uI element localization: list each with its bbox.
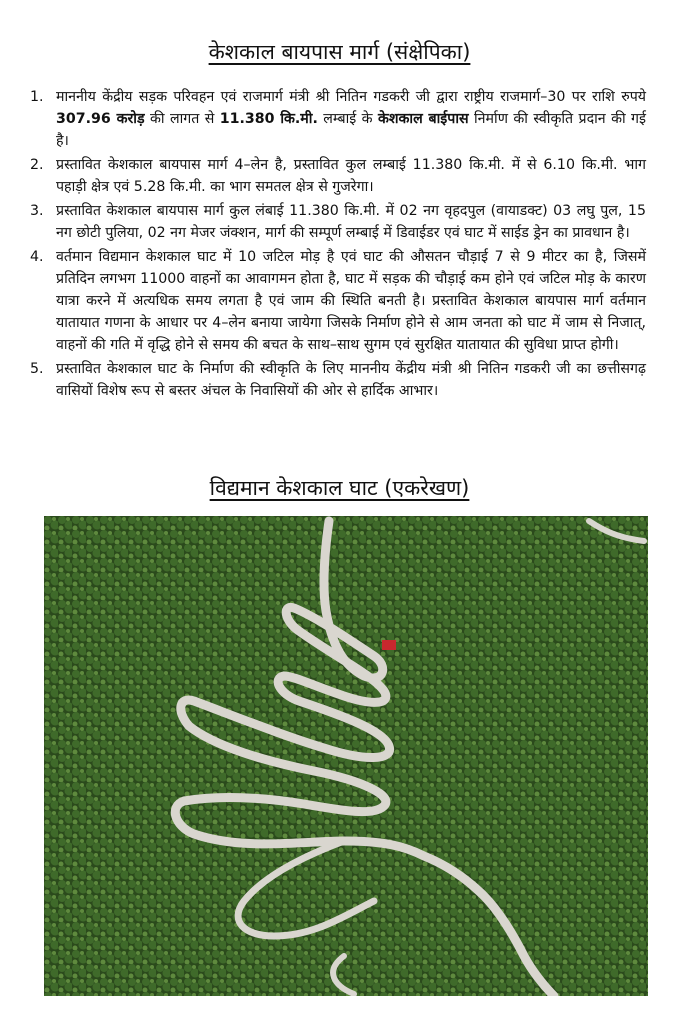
point-text: प्रस्तावित केशकाल बायपास मार्ग 4–लेन है, प्रस्तावित कुल लम्बाई 11.380 कि.मी. में से 6.10 कि.मी. भाग पहाड़ी क्षेत्र एवं 5.28 कि.मी. का भाग समतल क्षेत्र से गुजरेगा।	[56, 157, 646, 195]
point-item	[30, 200, 646, 244]
point-text: निर्माण की स्वीकृति प्रदान की गई है।	[56, 111, 647, 149]
point-emphasis: 307.96 करोड़	[56, 111, 145, 127]
ghat-aerial-photo	[44, 516, 648, 996]
section-subtitle: विद्यमान केशकाल घाट (एकरेखण)	[209, 476, 470, 500]
point-item	[30, 358, 646, 402]
point-number: 5.	[30, 361, 44, 377]
point-text: वर्तमान विद्यमान केशकाल घाट में 10 जटिल मोड़ है एवं घाट की औसतन चौड़ाई 7 से 9 मीटर का है, जिसमें प्रतिदिन लगभग 11000 वाहनों का आवागमन होता है, घाट में सड़क की चौड़ाई कम होने एवं जटिल मोड़ के कारण यात्रा करने में अत्यधिक समय लगता है एवं जाम की स्थिति बनती है। प्रस्तावित केशकाल बायपास मार्ग वर्तमान यातायात गणना के आधार पर 4–लेन बनाया जायेगा जिसके निर्माण होने से आम जनता को घाट में जाम से निजात्, वाहनों की गति में वृद्धि होने से समय की बचत के साथ–साथ सुगम एवं सुरक्षित यातायात की सुविधा प्राप्त होगी।	[56, 249, 646, 353]
point-text: लम्बाई के	[317, 111, 378, 127]
ghat-aerial-illustration	[44, 516, 648, 996]
page-title: केशकाल बायपास मार्ग (संक्षेपिका)	[208, 40, 471, 64]
point-emphasis: केशकाल बाईपास	[377, 111, 469, 127]
points-list	[30, 86, 646, 404]
red-roof-building	[382, 640, 396, 650]
point-number: 1.	[30, 89, 44, 105]
point-text: की लागत से	[144, 111, 220, 127]
point-item	[30, 154, 646, 198]
point-number: 3.	[30, 203, 44, 219]
point-emphasis: 11.380 कि.मी.	[219, 111, 318, 127]
point-item	[30, 86, 646, 152]
point-text: माननीय केंद्रीय सड़क परिवहन एवं राजमार्ग मंत्री श्री नितिन गडकरी जी द्वारा राष्ट्रीय राजमार्ग–30 पर राशि रुपये	[56, 89, 646, 105]
point-text: प्रस्तावित केशकाल बायपास मार्ग कुल लंबाई 11.380 कि.मी. में 02 नग वृहदपुल (वायाडक्ट) 03 लघु पुल, 15 नग छोटी पुलिया, 02 नग मेजर जंक्शन, मार्ग की सम्पूर्ण लम्बाई में डिवाईडर एवं घाट में साईड ड्रेन का प्रावधान है।	[56, 203, 646, 241]
point-item	[30, 246, 646, 356]
point-number: 2.	[30, 157, 44, 173]
point-text: प्रस्तावित केशकाल घाट के निर्माण की स्वीकृति के लिए माननीय केंद्रीय मंत्री श्री नितिन गडकरी जी का छत्तीसगढ़ वासियों विशेष रूप से बस्तर अंचल के निवासियों की ओर से हार्दिक आभार।	[56, 361, 646, 399]
point-number: 4.	[30, 249, 44, 265]
